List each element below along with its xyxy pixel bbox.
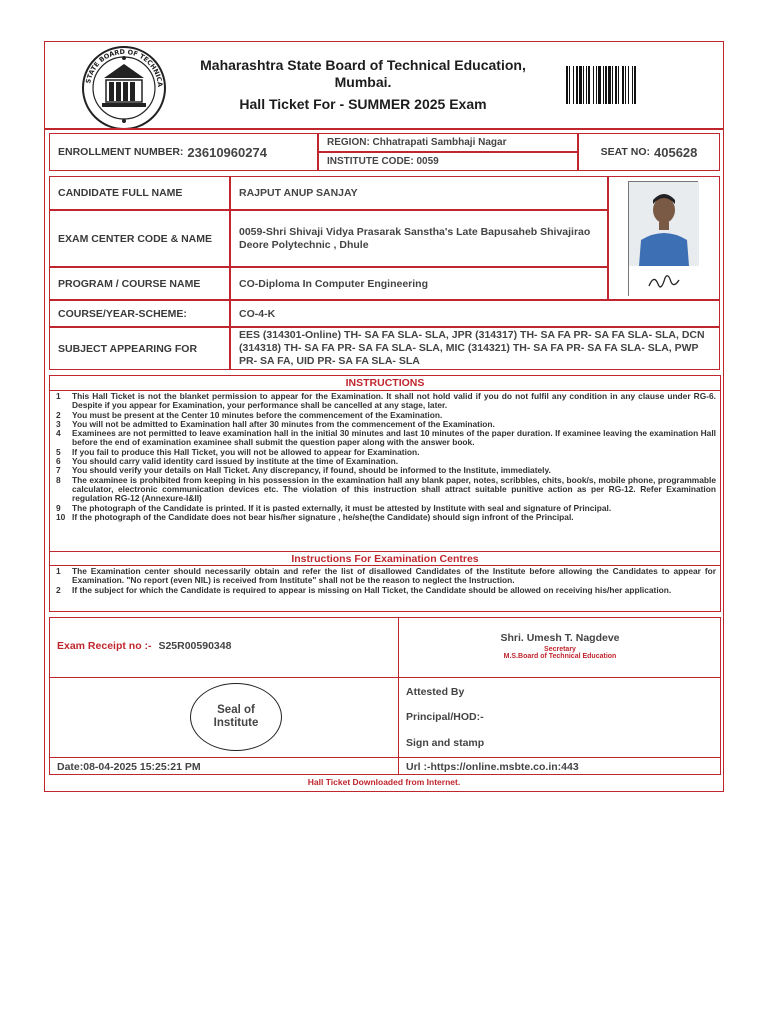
subjects: EES (314301-Online) TH- SA FA SLA- SLA, JPR (314317) TH- SA FA PR- SA FA SLA- SLA, DCN (314318) TH- SA FA PR- SA FA SLA- SLA, MIC (314321) TH- SA FA PR- SA FA SLA- SLA, PWP PR- SA FA, UID PR- SA FA SLA- SLA — [230, 327, 720, 370]
candidate-photo — [628, 181, 698, 296]
instructions-title: INSTRUCTIONS — [345, 377, 425, 389]
exam-center-label: EXAM CENTER CODE & NAME — [49, 210, 230, 267]
instruction-number: 6 — [56, 456, 61, 467]
enrollment-label: ENROLLMENT NUMBER: — [58, 146, 184, 158]
instruction-item — [50, 586, 720, 595]
board-title-line2: Mumbai. — [334, 74, 392, 90]
download-note: Hall Ticket Downloaded from Internet. — [307, 777, 461, 787]
instruction-item — [50, 513, 720, 522]
centre-instructions-list — [50, 567, 720, 595]
barcode-bar — [634, 66, 636, 104]
instruction-text: You must be present at the Center 10 minutes before the commencement of the Examination. — [72, 409, 443, 420]
seal-text: Seal of Institute — [213, 704, 259, 729]
board-title-line1: Maharashtra State Board of Technical Education, — [200, 57, 526, 73]
instruction-number: 10 — [56, 511, 66, 522]
receipt-section-hdivider1 — [49, 677, 721, 678]
instruction-number: 9 — [56, 502, 61, 513]
secretary-name: Shri. Umesh T. Nagdeve — [500, 632, 620, 644]
candidate-name-label: CANDIDATE FULL NAME — [49, 176, 230, 210]
instruction-item — [50, 429, 720, 448]
msbte-logo — [78, 44, 170, 132]
instruction-text: The examinee is prohibited from keeping in his possession in the examination hall any blank paper, notes, scribbles, chits, book/s, mobile phone, programmable calculator, electronic communication devices etc. The violation of this instruction shall attract suitable punitive action as per RG-12. Refer Examination regulation RG-12 (Annexure-I&II) — [72, 474, 716, 504]
instruction-text: If the photograph of the Candidate does not bear his/her signature , he/she(the Candidate) should sign infront of the Principal. — [72, 511, 574, 522]
logo-text: STATE BOARD OF TECHNICA — [84, 47, 165, 88]
instructions-list — [50, 392, 720, 522]
instruction-text: The photograph of the Candidate is printed. If it is pasted externally, it must be attested by Institute with seal and signature of Principal. — [72, 502, 612, 513]
board-title — [178, 57, 548, 113]
instruction-text: You will not be admitted to Examination hall after 30 minutes from the commencement of the Examination. — [72, 418, 495, 429]
exam-receipt-label: Exam Receipt no :- — [57, 640, 152, 652]
instruction-text: You should carry valid identity card issued by institute at the time of Examination. — [72, 456, 399, 467]
instruction-number: 4 — [56, 428, 61, 439]
secretary-block — [399, 632, 721, 660]
region-cell — [318, 133, 578, 152]
subject-label: SUBJECT APPEARING FOR — [49, 327, 230, 370]
instruction-number: 7 — [56, 465, 61, 476]
sign-and-stamp: Sign and stamp — [406, 737, 485, 749]
instruction-text: The Examination center should necessarily obtain and refer the list of disallowed Candidates of the Institute before allowing the Candidates to appear for Examination. "No report (even NIL) is received from Institute" shall not be the reason to neglect the Instruction. — [72, 566, 716, 586]
receipt-section-hdivider2 — [49, 757, 721, 758]
instruction-number: 1 — [56, 391, 61, 401]
seat-label: SEAT NO: — [600, 146, 650, 158]
program-label: PROGRAM / COURSE NAME — [49, 267, 230, 300]
instruction-item — [50, 476, 720, 504]
seat-cell — [578, 133, 720, 171]
seat-number: 405628 — [654, 144, 698, 160]
institute-code: INSTITUTE CODE: 0059 — [327, 156, 439, 167]
instruction-number: 5 — [56, 446, 61, 457]
portal-url: Url :-https://online.msbte.co.in:443 — [406, 761, 579, 773]
candidate-name: RAJPUT ANUP SANJAY — [230, 176, 608, 210]
secretary-org: M.S.Board of Technical Education — [503, 653, 617, 660]
attested-by: Attested By — [406, 686, 465, 698]
institute-code-cell — [318, 152, 578, 171]
exam-title: Hall Ticket For - SUMMER 2025 Exam — [239, 96, 487, 112]
secretary-title: Secretary — [544, 646, 576, 653]
instruction-text: If you fail to produce this Hall Ticket, you will not be allowed to appear for Examination. — [72, 446, 420, 457]
region: REGION: Chhatrapati Sambhaji Nagar — [327, 137, 507, 148]
course-year: CO-4-K — [230, 300, 720, 327]
instruction-number: 2 — [56, 584, 61, 595]
seal-of-institute — [190, 683, 282, 751]
instruction-text: This Hall Ticket is not the blanket permission to appear for the Examination. It shall not hold valid if you do not fulfil any condition in any clause under RG-6. Despite if you appear for Examination, your performance shall be cancelled at any stage, later. — [72, 391, 716, 411]
instruction-number: 1 — [56, 566, 61, 576]
barcode — [566, 66, 702, 104]
instruction-number: 8 — [56, 474, 61, 485]
enrollment-number: 23610960274 — [187, 144, 267, 160]
exam-receipt-number: S25R00590348 — [158, 640, 232, 652]
principal-hod: Principal/HOD:- — [406, 711, 484, 723]
course-year-label: COURSE/YEAR-SCHEME: — [49, 300, 230, 327]
instruction-item — [50, 567, 720, 586]
instruction-text: Examinees are not permitted to leave examination hall in the initial 30 minutes and last 10 minutes of the paper duration. If examinee leaving the examination Hall before the end of examination examinee shall submit the question paper along with the answer book. — [72, 428, 716, 448]
program-name: CO-Diploma In Computer Engineering — [230, 267, 608, 300]
centre-instructions-title: Instructions For Examination Centres — [291, 553, 479, 565]
exam-center: 0059-Shri Shivaji Vidya Prasarak Sanstha's Late Bapusaheb Shivajirao Deore Polytechnic , Dhule — [230, 210, 608, 267]
enrollment-cell — [49, 133, 318, 171]
instruction-number: 3 — [56, 418, 61, 429]
centre-instructions-line-top — [49, 551, 721, 552]
header-divider — [44, 128, 724, 130]
instruction-text: If the subject for which the Candidate is required to appear is missing on Hall Ticket, the Candidate should be allowed on receiving his/her application. — [72, 584, 672, 595]
instruction-text: You should verify your details on Hall Ticket. Any discrepancy, if found, should be informed to the Institute, immediately. — [72, 465, 551, 476]
instruction-number: 2 — [56, 409, 61, 420]
instruction-item — [50, 392, 720, 411]
exam-receipt — [57, 640, 231, 652]
download-date: Date:08-04-2025 15:25:21 PM — [57, 761, 201, 773]
